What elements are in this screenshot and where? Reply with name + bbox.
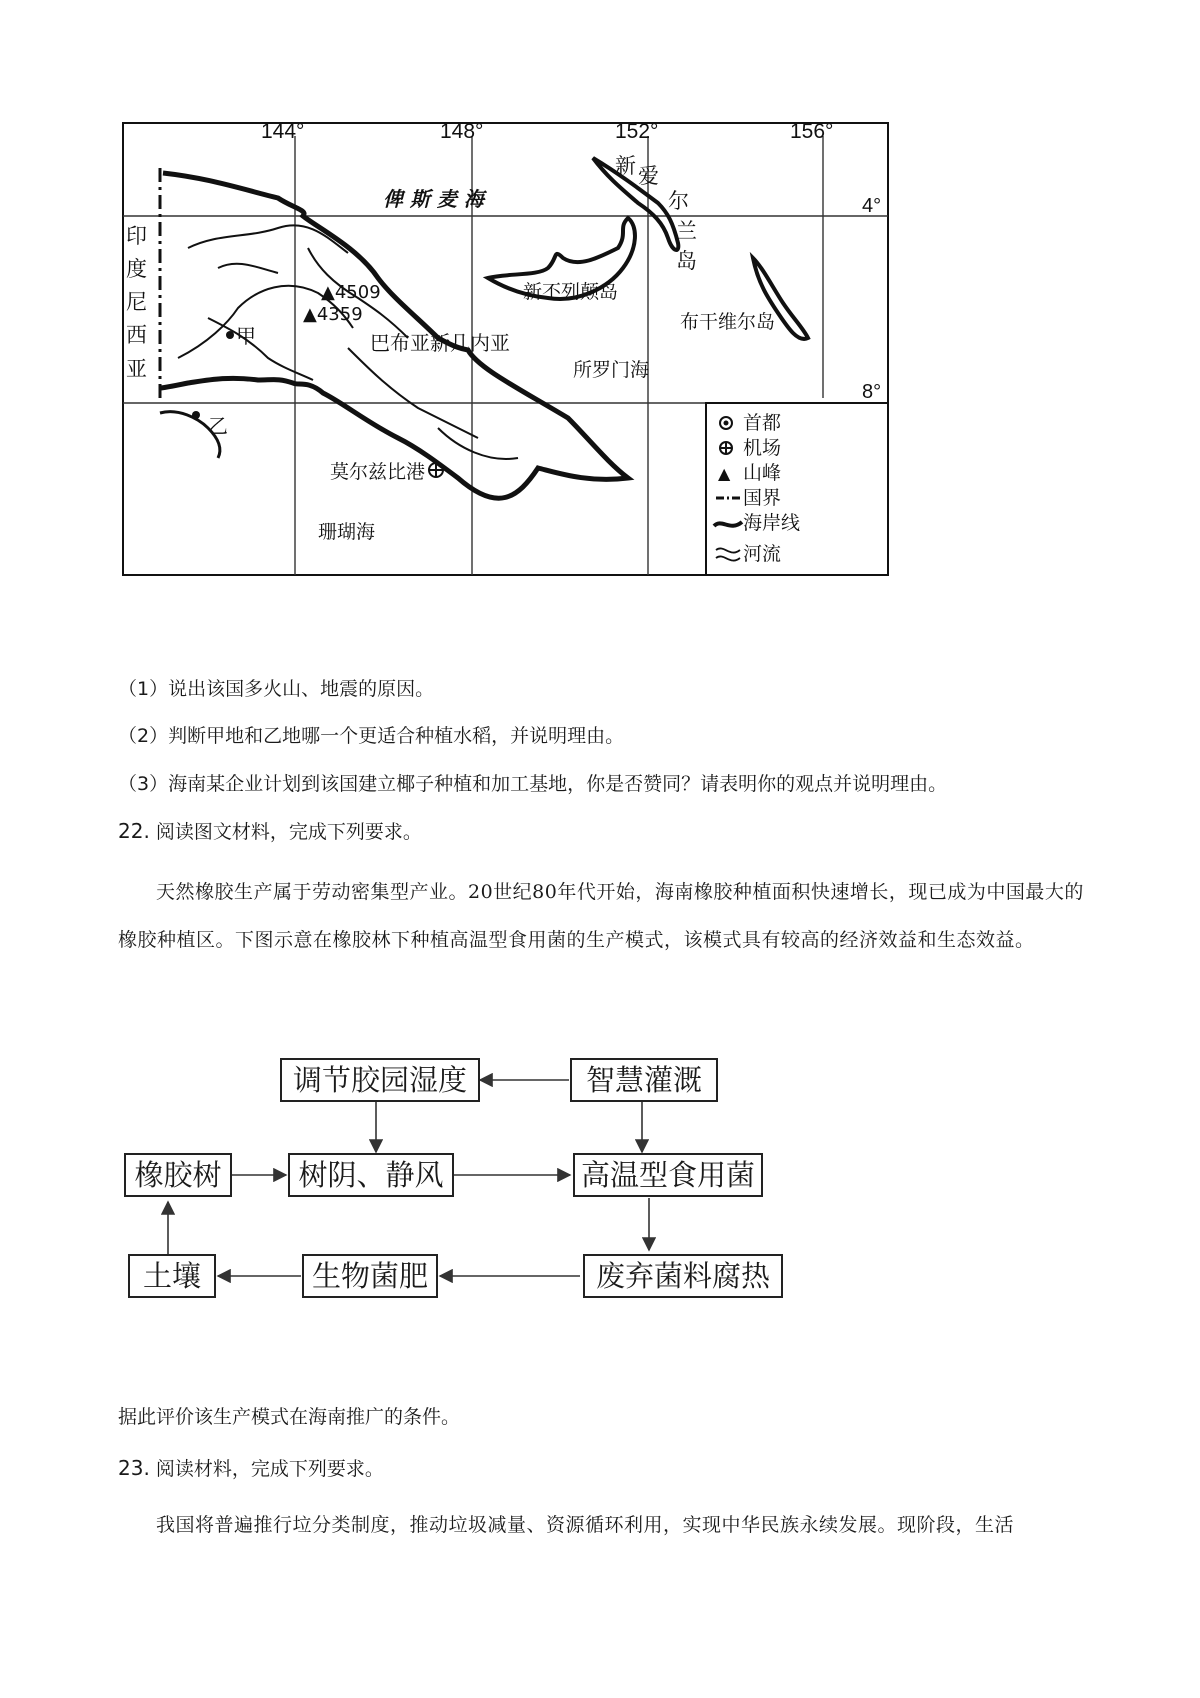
svg-text:首都: 首都 [743,412,782,434]
svg-text:岛: 岛 [676,249,697,273]
papua-new-guinea-map [118,118,898,580]
svg-text:机场: 机场 [743,437,782,459]
q21-sub3: （3）海南某企业计划到该国建立椰子种植和加工基地，你是否赞同？请表明你的观点并说明理由。 [118,773,948,795]
flow-box-fertilizer: 生物菌肥 [302,1254,438,1298]
lat-4-label: 4° [862,195,882,217]
q21-sub1: （1）说出该国多火山、地震的原因。 [118,678,435,700]
q23-title: 阅读材料，完成下列要求。 [155,1458,384,1480]
bougainville-label: 布干维尔岛 [680,311,776,333]
peak-4359-label: ▲4359 [303,304,363,325]
indonesia-label [126,224,147,381]
solomon-sea-label: 所罗门海 [573,359,650,381]
jia-label: 甲 [236,324,256,348]
svg-text:西: 西 [126,323,147,347]
lon-148-label: 148° [440,120,484,143]
q22-heading [118,818,422,845]
q22-question: 据此评价该生产模式在海南推广的条件。 [118,1406,461,1428]
svg-text:亚: 亚 [126,357,147,381]
lat-8-label: 8° [862,381,882,403]
peak-4509-label: ▲4509 [321,282,381,303]
lon-144-label: 144° [261,120,305,143]
map-legend [706,403,888,575]
svg-text:尔: 尔 [668,189,689,213]
svg-text:新: 新 [615,154,636,178]
flow-box-waste: 废弃菌料腐热 [583,1254,783,1298]
q22-title: 阅读图文材料，完成下列要求。 [155,821,422,843]
flow-box-soil: 土壤 [128,1254,216,1298]
flow-box-rubber-tree: 橡胶树 [124,1153,232,1197]
lon-152-label: 152° [615,120,659,143]
q23-heading [118,1455,384,1482]
coral-sea-label: 珊瑚海 [318,521,376,543]
svg-text:兰: 兰 [676,219,697,243]
new-britain-label: 新不列颠岛 [523,281,619,303]
svg-text:国界: 国界 [743,487,782,509]
svg-text:河流: 河流 [743,543,782,565]
svg-text:印: 印 [126,224,147,248]
svg-text:海岸线: 海岸线 [743,512,801,534]
yi-label: 乙 [208,414,228,438]
q21-sub2: （2）判断甲地和乙地哪一个更适合种植水稻，并说明理由。 [118,725,625,747]
port-moresby-label: 莫尔兹比港 [330,461,426,483]
flow-box-fungus: 高温型食用菌 [573,1153,763,1197]
q22-number: 22. [118,819,150,843]
flow-box-irrigation: 智慧灌溉 [570,1058,718,1102]
svg-text:尼: 尼 [126,290,147,314]
svg-text:爱: 爱 [638,164,659,188]
q22-paragraph: 天然橡胶生产属于劳动密集型产业。20世纪80年代开始，海南橡胶种植面积快速增长，现已成为中国最大的橡胶种植区。下图示意在橡胶林下种植高温型食用菌的生产模式，该模式具有较高的经济效益和生态效益。 [118,881,1084,951]
q23-paragraph: 我国将普遍推行垃分类制度，推动垃圾减量、资源循环利用，实现中华民族永续发展。现阶段，生活 [156,1514,1015,1536]
bismarck-sea-label: 俾 斯 麦 海 [383,187,484,211]
svg-text:山峰: 山峰 [743,462,782,484]
svg-text:度: 度 [126,257,147,281]
rubber-fungus-flow-diagram [118,1040,798,1300]
lon-156-label: 156° [790,120,834,143]
flow-box-shade: 树阴、静风 [288,1153,454,1197]
q23-number: 23. [118,1456,150,1480]
flow-box-humidity: 调节胶园湿度 [280,1058,480,1102]
png-label: 巴布亚新几内亚 [370,331,510,355]
svg-text:▲: ▲ [718,464,731,483]
